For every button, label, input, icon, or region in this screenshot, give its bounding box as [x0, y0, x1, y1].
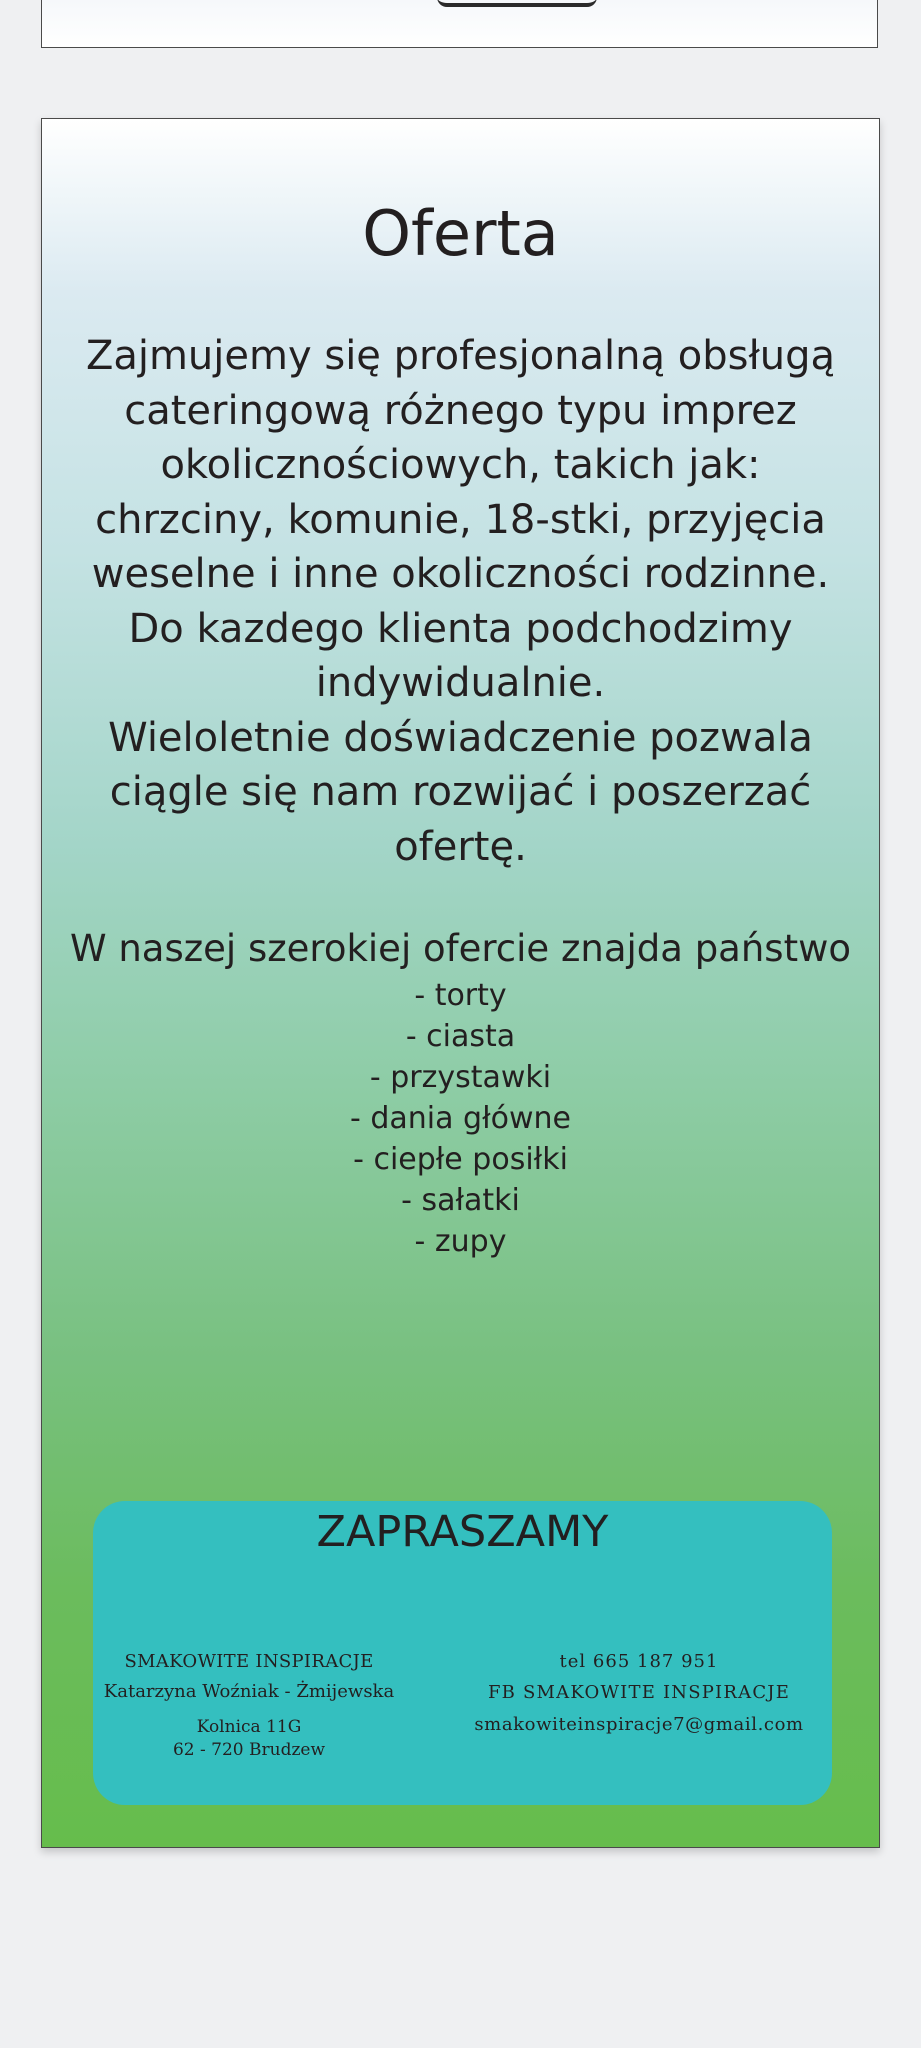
offer-flyer-card: [41, 118, 880, 1848]
offer-paragraph: Do kazdego klienta podchodzimy indywidualnie.: [128, 605, 793, 706]
contact-headline: ZAPRASZAMY: [316, 1507, 609, 1557]
previous-flyer-card: [41, 0, 878, 48]
company-name: SMAKOWITE INSPIRACJE: [124, 1651, 374, 1672]
list-item: - przystawki: [369, 1060, 552, 1095]
offer-title: Oferta: [362, 197, 559, 270]
offer-list-intro: W naszej szerokiej ofercie znajda państwo: [70, 927, 851, 970]
phone-number[interactable]: tel 665 187 951: [559, 1651, 719, 1672]
list-item: - zupy: [414, 1224, 507, 1259]
company-details: [93, 1647, 405, 1762]
contact-box: [93, 1501, 832, 1805]
offer-description: [82, 329, 839, 874]
offer-paragraph: Zajmujemy się profesjonalną obsługą cateringową różnego typu imprez okolicznościowych, takich jak: chrzciny, komunie, 18-stki, przyjęcia weselne i inne okoliczności rodzinne.: [85, 333, 836, 597]
offer-paragraph: Wieloletnie doświadczenie pozwala ciągle się nam rozwijać i poszerzać ofertę.: [108, 714, 813, 870]
city-address: 62 - 720 Brudzew: [172, 1740, 326, 1760]
street-address: Kolnica 11G: [196, 1717, 302, 1737]
offer-list: [42, 975, 879, 1262]
list-item: - sałatki: [401, 1183, 520, 1218]
owner-name: Katarzyna Woźniak - Żmijewska: [103, 1681, 395, 1702]
list-item: - dania główne: [350, 1101, 571, 1136]
list-item: - torty: [414, 978, 507, 1013]
email-link[interactable]: smakowiteinspiracje7@gmail.com: [474, 1714, 804, 1735]
facebook-link[interactable]: FB SMAKOWITE INSPIRACJE: [487, 1682, 791, 1703]
decorative-arc: [437, 0, 597, 7]
contact-details: [454, 1647, 824, 1741]
list-item: - ciasta: [405, 1019, 516, 1054]
list-item: - ciepłe posiłki: [353, 1142, 568, 1177]
